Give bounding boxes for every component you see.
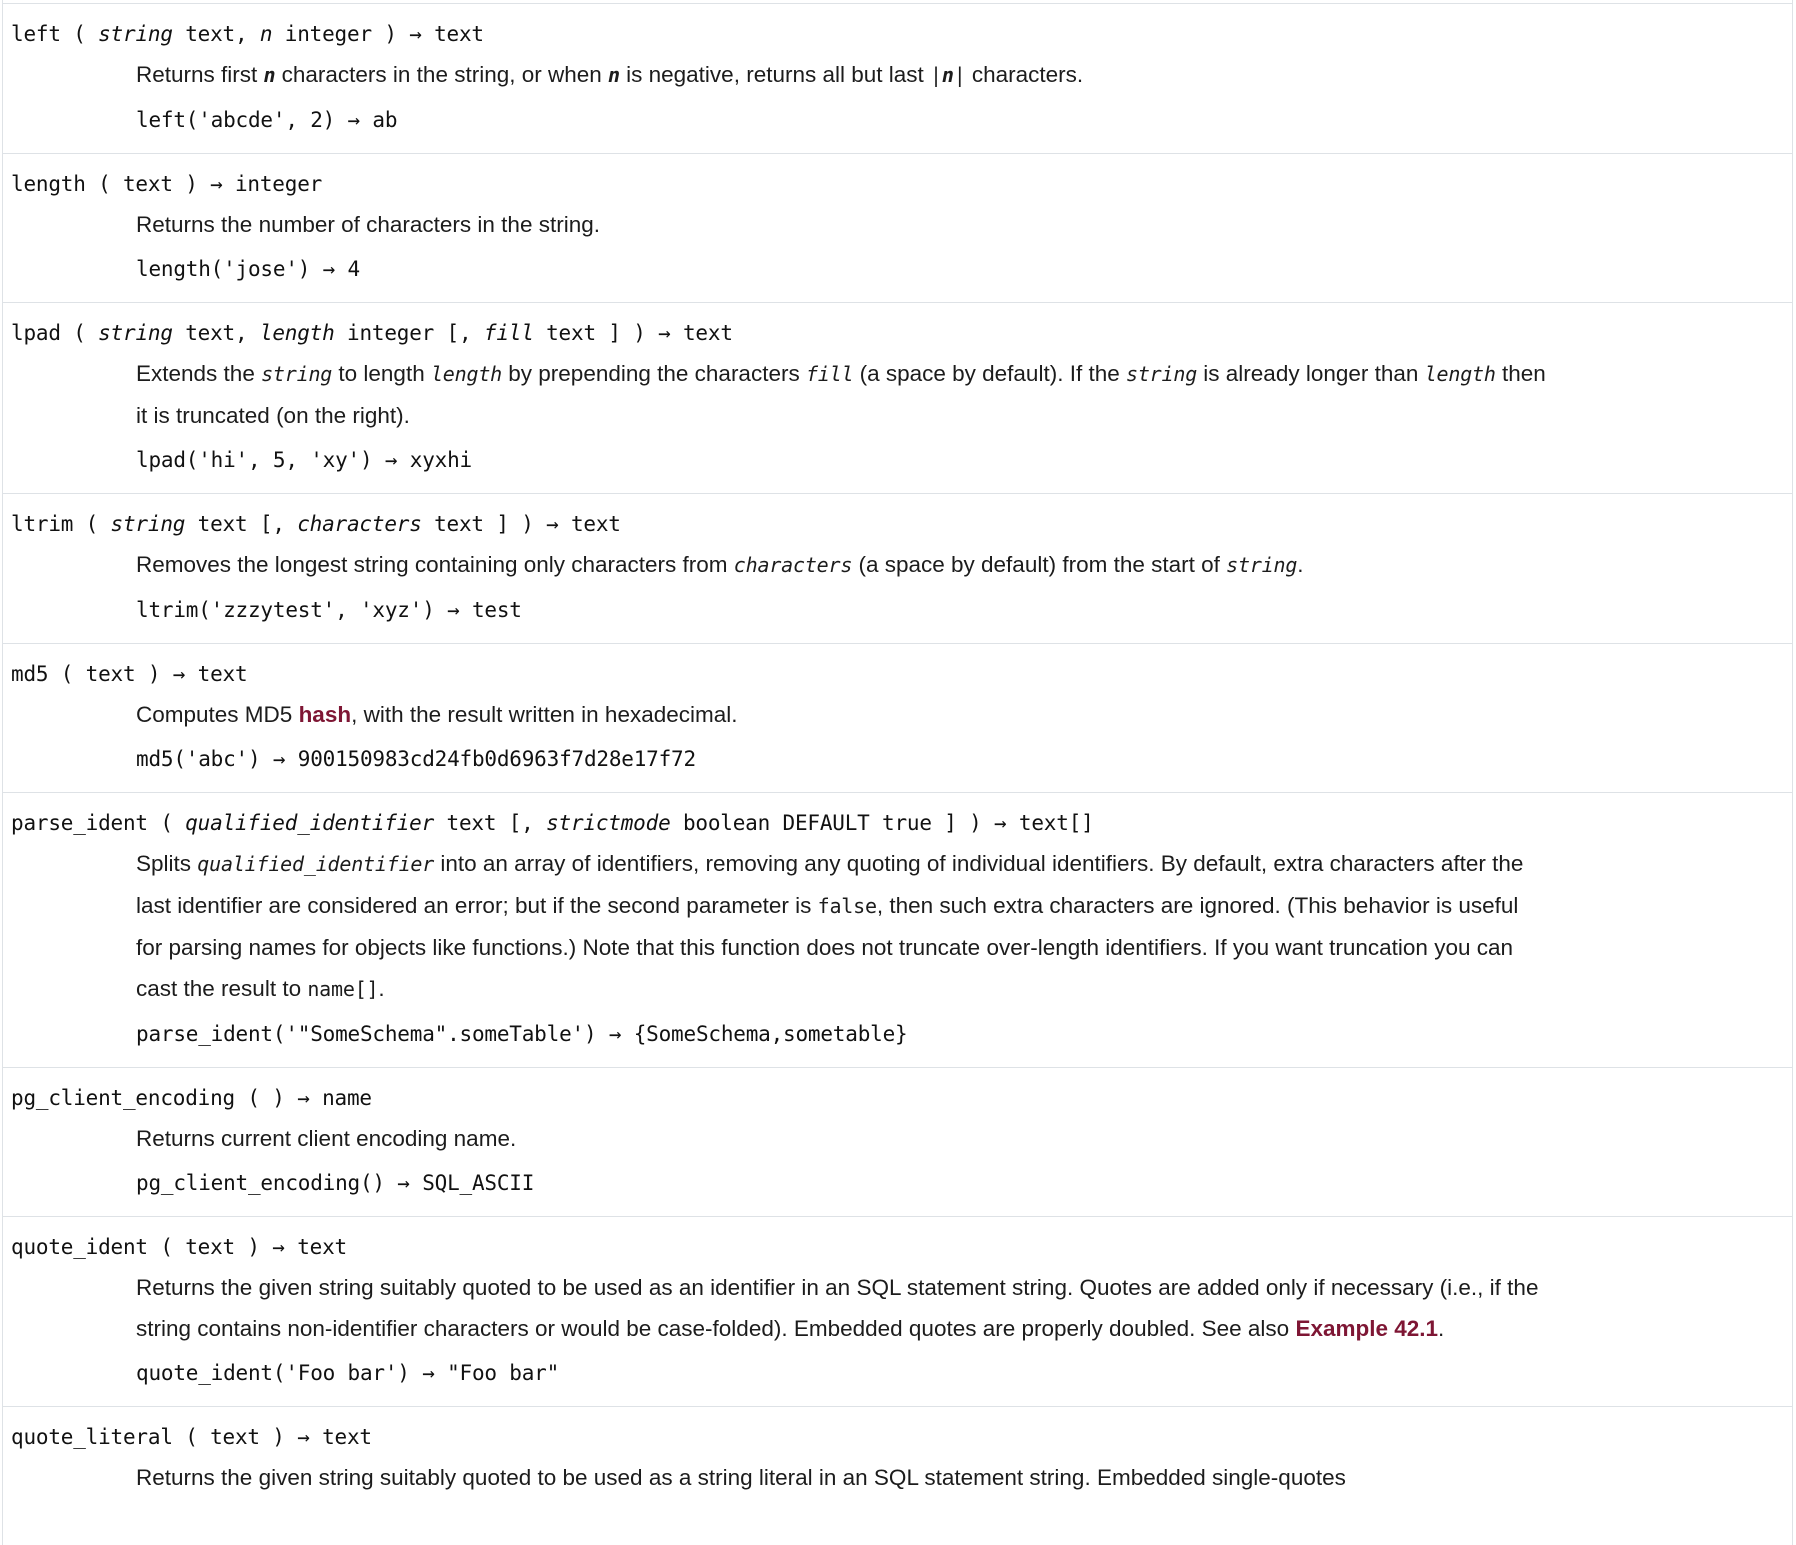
plain-text: Returns the given string suitably quoted to be used as a string literal in an SQL statement string. Embedded single-quotes — [136, 1465, 1346, 1490]
function-example: quote_ident('Foo bar') → "Foo bar" — [136, 1361, 560, 1385]
plain-text: (a space by default). If the — [853, 361, 1126, 386]
function-row-lpad — [3, 302, 1792, 493]
code-text: length ( text ) → integer — [11, 172, 323, 196]
plain-text: characters. — [965, 62, 1084, 87]
parameter-name: string — [98, 321, 173, 345]
parameter-name: string — [110, 512, 186, 536]
parameter-name: characters — [297, 512, 422, 536]
function-signature — [11, 1083, 1768, 1113]
plain-text: Returns current client encoding name. — [136, 1126, 517, 1151]
plain-text: . — [378, 976, 385, 1001]
function-example: md5('abc') → 900150983cd24fb0d6963f7d28e17f72 — [136, 747, 696, 771]
code-text: ltrim ( — [11, 512, 111, 536]
parameter-name: strictmode — [546, 811, 671, 835]
function-example: length('jose') → 4 — [136, 257, 360, 281]
function-description — [136, 204, 1548, 245]
plain-text: into an array of identifiers, removing any quoting of individual identifiers. By default, extra characters after the last identifier are considered an error; but if the second parameter is — [136, 851, 1524, 918]
parameter-name: characters — [733, 553, 853, 577]
plain-text: Returns first — [136, 62, 264, 87]
plain-text: , with the result written in hexadecimal. — [351, 702, 738, 727]
function-row-ltrim — [3, 493, 1792, 643]
plain-text: Returns the number of characters in the string. — [136, 212, 600, 237]
code-text: text ] ) → text — [533, 321, 733, 345]
parameter-name: qualified_identifier — [197, 852, 435, 876]
code-text: text, — [172, 22, 260, 46]
code-text: text ] ) → text — [421, 512, 621, 536]
plain-text: Returns the given string suitably quoted to be used as an identifier in an SQL statement string. Quotes are added only if necessary (i.e., if the string contains non-identifier characters or would be case-folded). Embedded quotes are properly doubled. See also — [136, 1275, 1539, 1341]
code-text: left ( — [11, 22, 99, 46]
function-description — [136, 1118, 1548, 1159]
parameter-name: n — [941, 63, 954, 87]
example-42-1-link[interactable]: Example 42.1 — [1295, 1316, 1439, 1341]
plain-text: is negative, returns all but last — [619, 62, 931, 87]
function-signature — [11, 19, 1768, 49]
plain-text: characters in the string, or when — [275, 62, 609, 87]
function-row-md5 — [3, 643, 1792, 792]
plain-text: Removes the longest string containing only characters from — [136, 552, 734, 577]
string-functions-table — [2, 0, 1793, 1545]
code-text: boolean DEFAULT true ] ) → text[] — [670, 811, 1094, 835]
plain-text: Extends the — [136, 361, 262, 386]
plain-text: . — [1438, 1316, 1445, 1341]
parameter-name: string — [1125, 362, 1198, 386]
code-text: quote_ident ( text ) → text — [11, 1235, 347, 1259]
code-text: pg_client_encoding ( ) → name — [11, 1086, 372, 1110]
plain-text: (a space by default) from the start of — [852, 552, 1227, 577]
plain-text: Computes MD5 — [136, 702, 299, 727]
code-text: text [, — [185, 512, 298, 536]
parameter-name: n — [263, 63, 276, 87]
code-text: integer [, — [334, 321, 484, 345]
function-description — [136, 54, 1548, 96]
parameter-name: string — [1226, 553, 1298, 577]
function-description — [136, 353, 1548, 436]
code-text: name[] — [307, 977, 379, 1001]
function-row-length — [3, 153, 1792, 302]
parameter-name: fill — [483, 321, 534, 345]
parameter-name: length — [430, 362, 503, 386]
function-description — [136, 544, 1548, 586]
code-text: | — [953, 63, 966, 87]
code-text: quote_literal ( text ) → text — [11, 1425, 372, 1449]
code-text: integer ) → text — [272, 22, 484, 46]
plain-text: is already longer than — [1197, 361, 1425, 386]
plain-text: then it is truncated (on the right). — [136, 361, 1546, 428]
function-description — [136, 1457, 1548, 1498]
parameter-name: fill — [805, 362, 854, 386]
function-example: left('abcde', 2) → ab — [136, 108, 398, 132]
plain-text: , then such extra characters are ignored. (This behavior is useful for parsing names for objects like functions.) Note that this function does not truncate over-length identifiers. If you want truncation you can cast the result to — [136, 893, 1519, 1001]
function-signature — [11, 808, 1768, 838]
function-row-pg_client_encoding — [3, 1067, 1792, 1216]
function-row-left — [3, 3, 1792, 153]
code-text: text, — [172, 321, 260, 345]
function-row-quote_literal — [3, 1406, 1792, 1516]
parameter-name: n — [608, 63, 620, 87]
plain-text: to length — [332, 361, 431, 386]
function-example: parse_ident('"SomeSchema".someTable') → {SomeSchema,sometable} — [136, 1022, 908, 1046]
code-text: md5 ( text ) → text — [11, 662, 248, 686]
parameter-name: length — [259, 321, 335, 345]
hash-link[interactable]: hash — [298, 702, 352, 727]
function-signature — [11, 509, 1768, 539]
plain-text: Splits — [136, 851, 198, 876]
function-example: lpad('hi', 5, 'xy') → xyxhi — [136, 448, 472, 472]
code-text: lpad ( — [11, 321, 99, 345]
parameter-name: string — [261, 362, 333, 386]
parameter-name: length — [1424, 362, 1496, 386]
function-description — [136, 843, 1548, 1010]
function-signature — [11, 1422, 1768, 1452]
code-text: false — [817, 894, 877, 918]
function-example: ltrim('zzzytest', 'xyz') → test — [136, 598, 522, 622]
function-row-parse_ident — [3, 792, 1792, 1067]
function-signature — [11, 659, 1768, 689]
function-description — [136, 694, 1548, 735]
parameter-name: n — [259, 22, 273, 46]
plain-text: by prepending the characters — [502, 361, 806, 386]
function-signature — [11, 318, 1768, 348]
function-signature — [11, 169, 1768, 199]
plain-text: . — [1297, 552, 1304, 577]
code-text: parse_ident ( — [11, 811, 186, 835]
function-signature — [11, 1232, 1768, 1262]
code-text: | — [930, 63, 942, 87]
function-row-quote_ident — [3, 1216, 1792, 1406]
function-description — [136, 1267, 1548, 1349]
parameter-name: qualified_identifier — [185, 811, 435, 835]
function-example: pg_client_encoding() → SQL_ASCII — [136, 1171, 535, 1195]
code-text: text [, — [434, 811, 547, 835]
parameter-name: string — [98, 22, 173, 46]
